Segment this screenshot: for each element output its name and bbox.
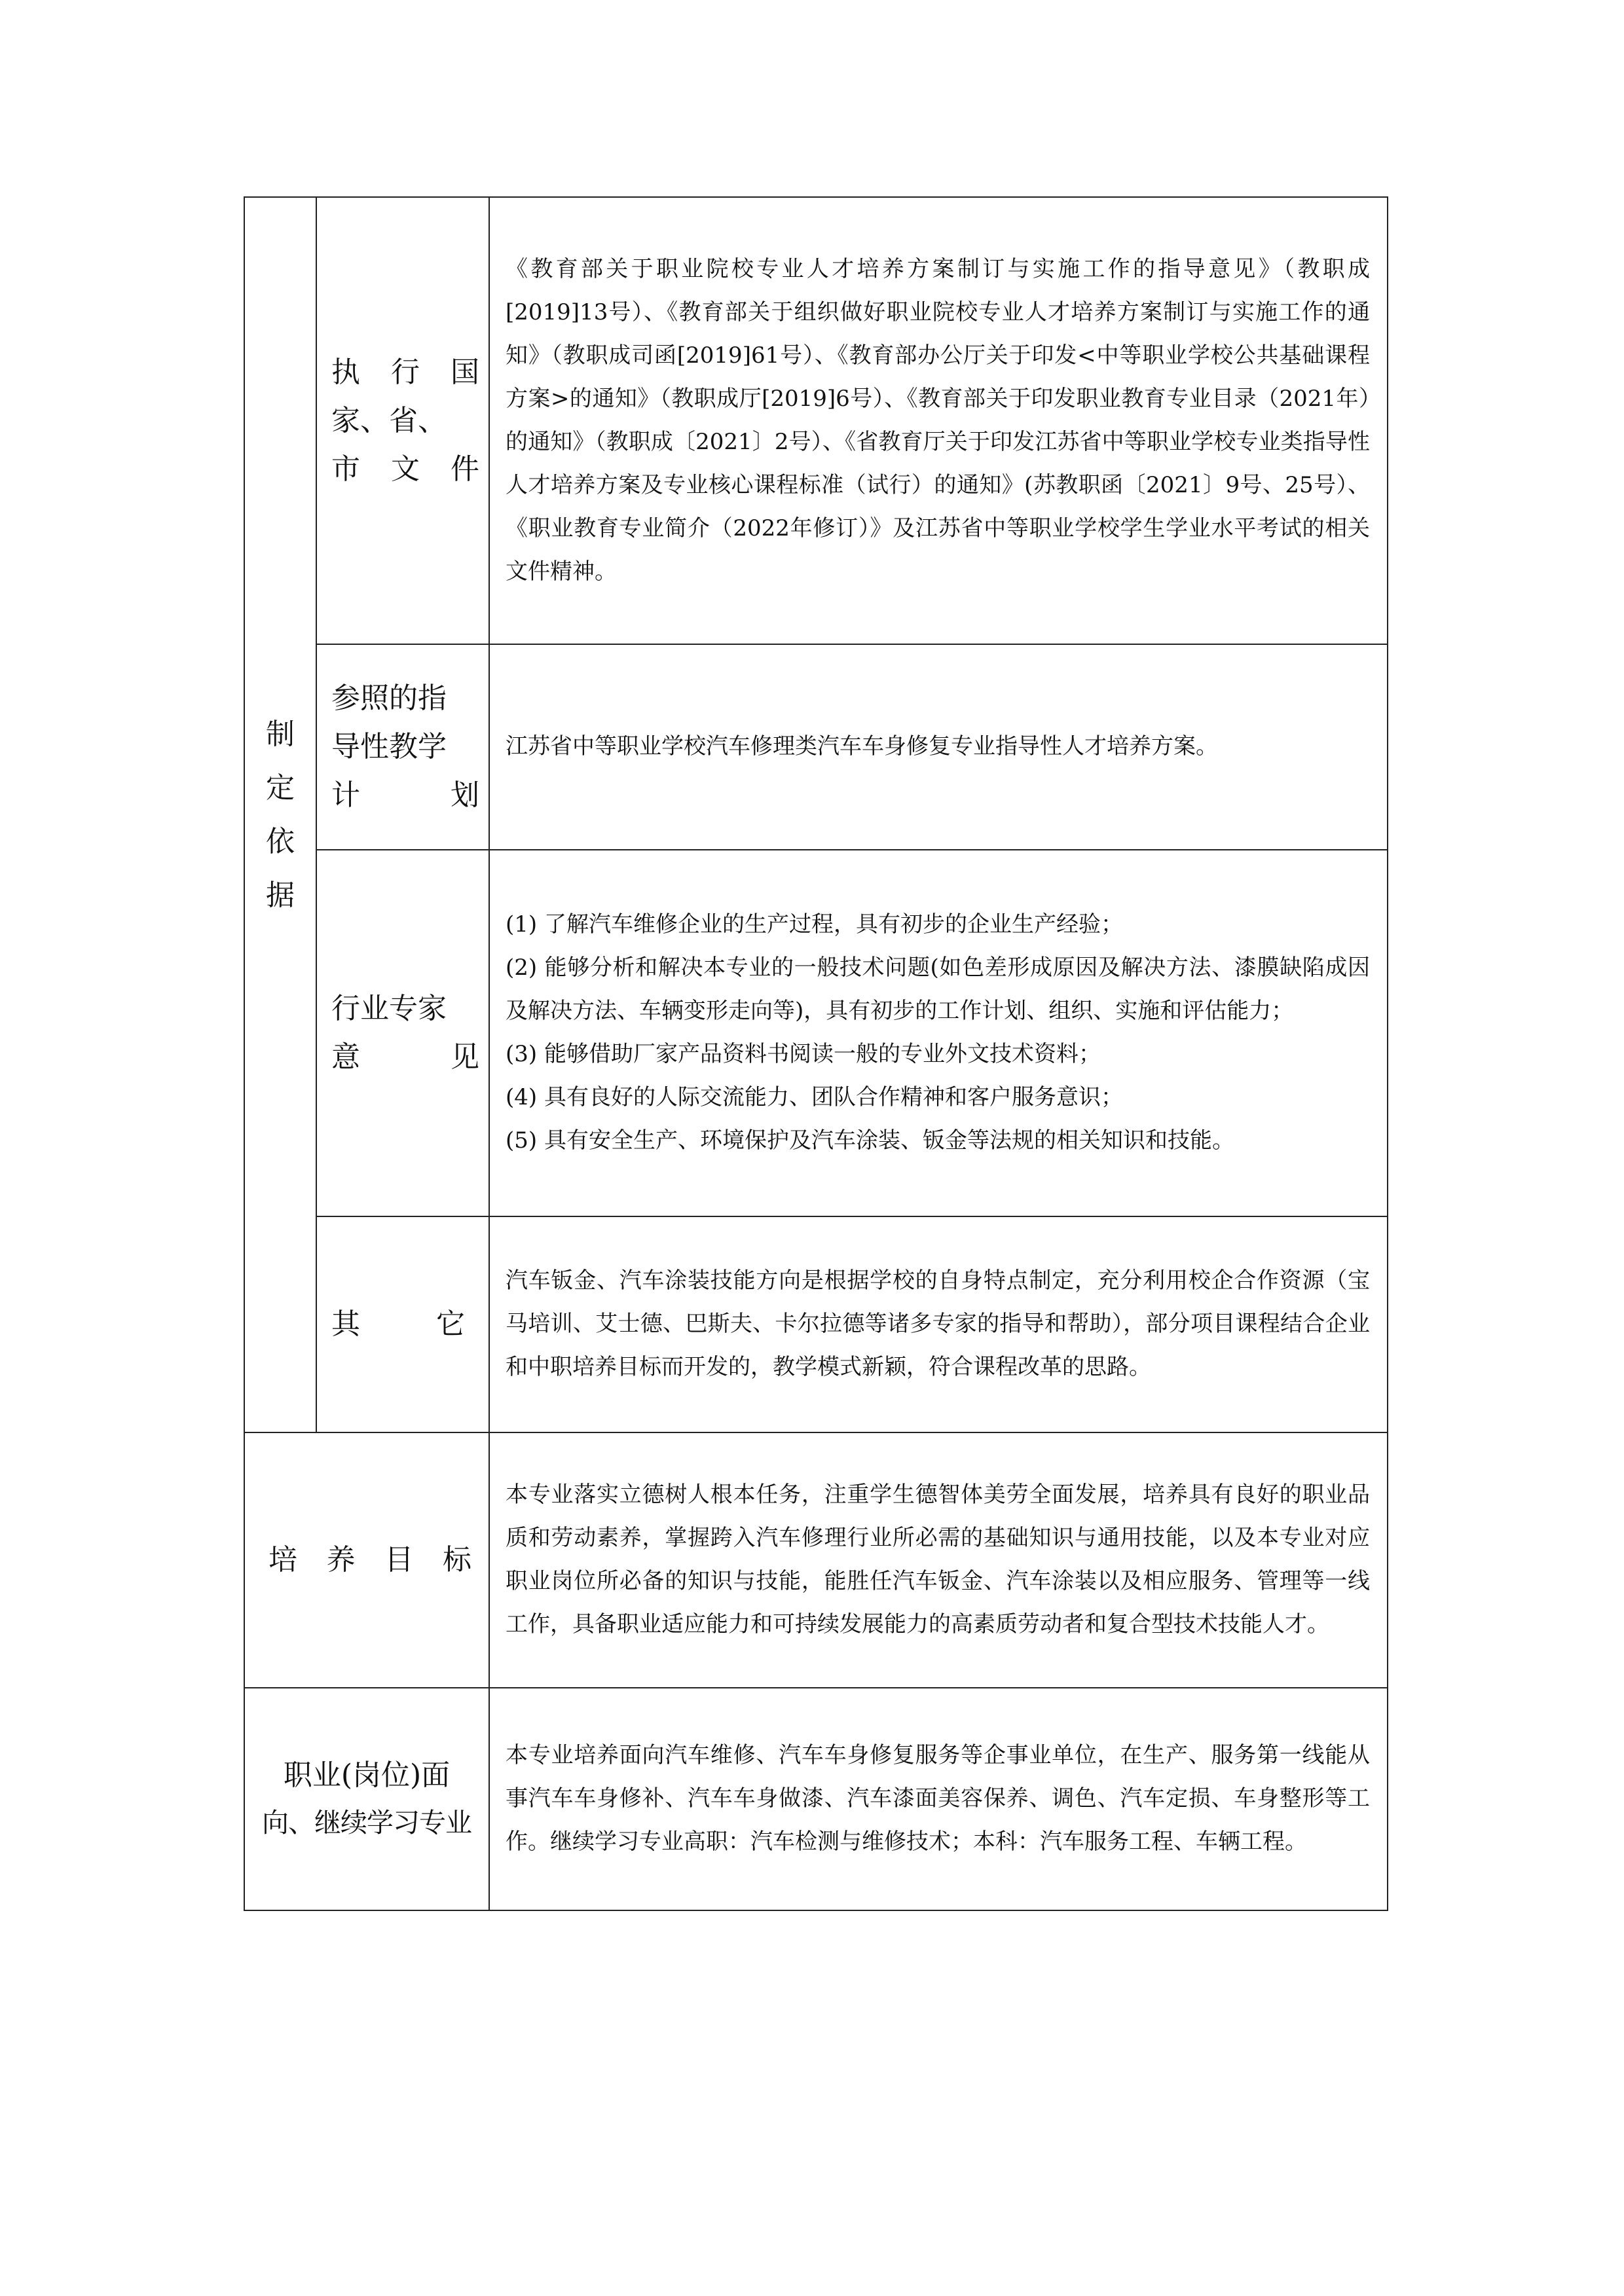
list-item: (5) 具有安全生产、环境保护及汽车涂装、钣金等法规的相关知识和技能。 <box>506 1127 1234 1154</box>
label-line <box>331 1300 479 1349</box>
content-career-orientation <box>489 1688 1388 1910</box>
label-char: 国 <box>451 355 479 389</box>
row-guiding-plan <box>244 644 1388 850</box>
label-line: 家、省、 <box>331 403 447 437</box>
label-line <box>331 348 479 397</box>
list-item: (1) 了解汽车维修企业的生产过程，具有初步的企业生产经验； <box>506 911 1123 938</box>
content-text: 汽车钣金、汽车涂装技能方向是根据学校的自身特点制定，充分利用校企合作资源（宝马培训、艾士德、巴斯夫、卡尔拉德等诸多专家的指导和帮助），部分项目课程结合企业和中职培养目标而开发的，教学模式新颖，符合课程改革的思路。 <box>506 1267 1370 1380</box>
label-line: 向、继续学习专业 <box>262 1807 471 1838</box>
label-char: 见 <box>451 1040 479 1074</box>
group-char: 定 <box>266 771 295 805</box>
label-char: 它 <box>436 1307 465 1341</box>
content-training-target <box>489 1432 1388 1688</box>
label-line <box>253 1537 481 1584</box>
label-char: 行 <box>391 355 420 389</box>
basis-group-label <box>244 197 316 1432</box>
label-guiding-plan <box>316 644 489 850</box>
content-guiding-plan <box>489 644 1388 850</box>
label-expert-opinion <box>316 850 489 1216</box>
content-expert-opinion <box>489 850 1388 1216</box>
label-char: 件 <box>451 452 479 486</box>
content-text: 本专业培养面向汽车维修、汽车车身修复服务等企事业单位，在生产、服务第一线能从事汽车车身修补、汽车车身做漆、汽车漆面美容保养、调色、汽车定损、车身整形等工作。继续学习专业高职：汽车检测与维修技术；本科：汽车服务工程、车辆工程。 <box>506 1742 1370 1855</box>
row-other <box>244 1216 1388 1432</box>
row-career-orientation <box>244 1688 1388 1910</box>
label-line: 导性教学 <box>331 730 447 763</box>
label-training-target <box>244 1432 489 1688</box>
label-line <box>331 445 479 494</box>
label-char: 文 <box>391 452 420 486</box>
label-line <box>331 771 479 820</box>
label-career-orientation <box>244 1688 489 1910</box>
basis-table <box>244 196 1388 1911</box>
label-other <box>316 1216 489 1432</box>
label-line: 行业专家 <box>331 992 447 1025</box>
list-item: (4) 具有良好的人际交流能力、团队合作精神和客户服务意识； <box>506 1084 1123 1110</box>
row-training-target <box>244 1432 1388 1688</box>
list-item: (3) 能够借助厂家产品资料书阅读一般的专业外文技术资料； <box>506 1041 1101 1067</box>
group-char: 依 <box>266 824 295 858</box>
label-line: 参照的指 <box>331 682 447 715</box>
label-char: 计 <box>331 778 360 812</box>
label-char: 培 <box>268 1543 297 1576</box>
label-char: 标 <box>442 1543 471 1576</box>
content-national-documents <box>489 197 1388 644</box>
row-national-documents <box>244 197 1388 644</box>
content-text: 《教育部关于职业院校专业人才培养方案制订与实施工作的指导意见》（教职成[2019]13号）、《教育部关于组织做好职业院校专业人才培养方案制订与实施工作的通知》（教职成司函[2019]61号）、《教育部办公厅关于印发<中等职业学校公共基础课程方案>的通知》（教职成厅[2019]6号）、《教育部关于印发职业教育专业目录（2021年）的通知》（教职成〔2021〕2号）、《省教育厅关于印发江苏省中等职业学校专业类指导性人才培养方案及专业核心课程标准（试行）的通知》(苏教职函〔2021〕9号、25号）、《职业教育专业简介（2022年修订）》及江苏省中等职业学校学生学业水平考试的相关文件精神。 <box>506 255 1370 585</box>
label-char: 养 <box>326 1543 356 1576</box>
label-line <box>331 1033 479 1082</box>
content-text: 江苏省中等职业学校汽车修理类汽车车身修复专业指导性人才培养方案。 <box>506 733 1218 759</box>
label-line: 职业(岗位)面 <box>283 1758 451 1792</box>
label-char: 其 <box>331 1307 360 1341</box>
label-char: 划 <box>451 778 479 812</box>
content-text: 本专业落实立德树人根本任务，注重学生德智体美劳全面发展，培养具有良好的职业品质和劳动素养，掌握跨入汽车修理行业所必需的基础知识与通用技能，以及本专业对应职业岗位所必备的知识与技能，能胜任汽车钣金、汽车涂装以及相应服务、管理等一线工作，具备职业适应能力和可持续发展能力的高素质劳动者和复合型技术技能人才。 <box>506 1482 1370 1637</box>
group-char: 据 <box>266 878 295 912</box>
label-national-documents <box>316 197 489 644</box>
content-other <box>489 1216 1388 1432</box>
label-char: 目 <box>384 1543 414 1576</box>
label-char: 市 <box>331 452 360 486</box>
group-char: 制 <box>266 717 295 751</box>
label-char: 执 <box>331 355 360 389</box>
list-item: (2) 能够分析和解决本专业的一般技术问题(如色差形成原因及解决方法、漆膜缺陷成因及解决方法、车辆变形走向等)，具有初步的工作计划、组织、实施和评估能力； <box>506 955 1370 1024</box>
label-char: 意 <box>331 1040 360 1074</box>
row-expert-opinion <box>244 850 1388 1216</box>
